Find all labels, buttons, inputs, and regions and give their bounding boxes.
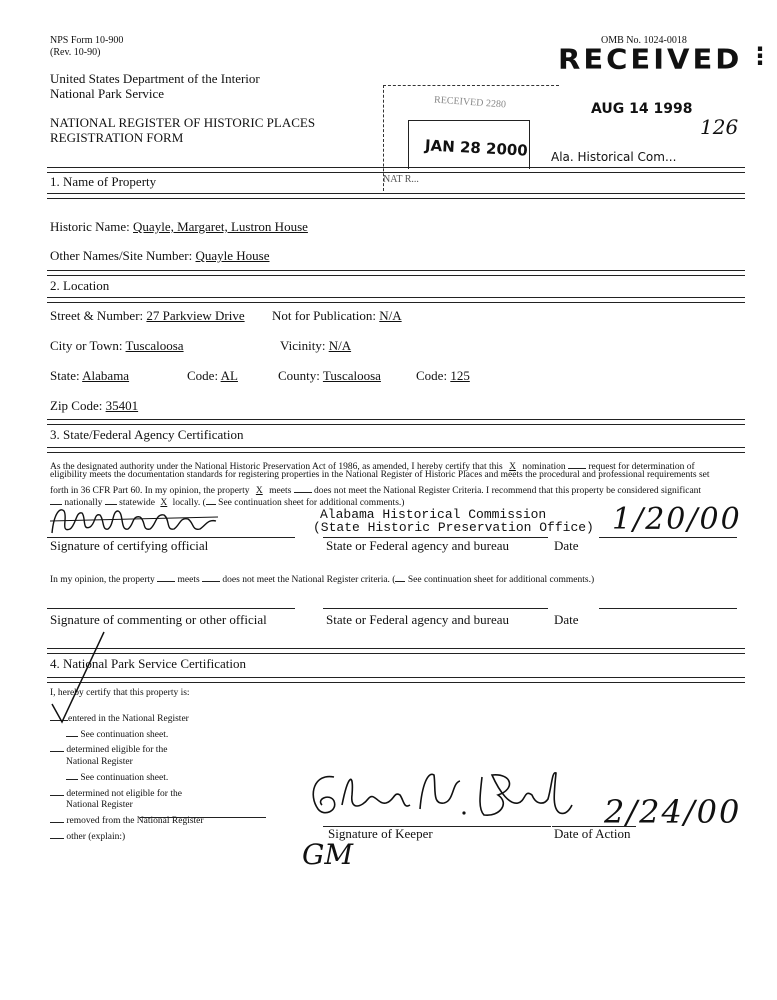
certification-line-2: eligibility meets the documentation standards for registering properties in the National Register of Historic Places and meets the procedural and professional requirements set — [50, 470, 710, 480]
section4-heading: 4. National Park Service Certification — [50, 656, 247, 671]
keeper-signature-label: Signature of Keeper — [328, 826, 433, 841]
option-not-eligible: determined not eligible for the — [50, 785, 204, 801]
section-divider — [47, 297, 745, 303]
date-label: Date — [554, 538, 579, 553]
form-number: NPS Form 10-900 — [50, 35, 124, 46]
certification-line-1: As the designated authority under the National Historic Preservation Act of 1986, as amended, I hereby certify that this X nomination request for determination of — [50, 458, 695, 472]
historic-name-value: Quayle, Margaret, Lustron House — [133, 219, 308, 234]
city-label: City or Town: — [50, 338, 123, 353]
not-for-publication-value: N/A — [379, 308, 402, 323]
section-divider — [47, 447, 745, 453]
section1-heading: 1. Name of Property — [50, 174, 157, 189]
form-title-line1: NATIONAL REGISTER OF HISTORIC PLACES — [50, 115, 316, 130]
other-explain-line — [140, 817, 266, 818]
date-line — [599, 608, 737, 609]
nps-options-list — [50, 710, 204, 843]
city-value: Tuscaloosa — [125, 338, 184, 353]
date-line — [599, 537, 737, 538]
opinion-line: In my opinion, the property meets does not meet the National Register criteria. ( See continuation sheet for additional comments.) — [50, 571, 594, 585]
keeper-signature — [304, 765, 574, 831]
option-continuation-1: See continuation sheet. — [50, 726, 204, 742]
agency-bureau-label: State or Federal agency and bureau — [326, 538, 510, 553]
county-label: County: — [278, 368, 320, 383]
certification-line-4: nationally statewide X locally. ( See continuation sheet for additional comments.) — [50, 494, 404, 508]
option-not-eligible-cont: National Register — [66, 800, 133, 811]
vicinity-label: Vicinity: — [280, 338, 326, 353]
section-divider — [47, 419, 745, 425]
street-value: 27 Parkview Drive — [146, 308, 245, 323]
section-divider — [47, 677, 745, 683]
section2-heading: 2. Location — [50, 278, 110, 293]
option-removed: removed from the National Register — [50, 812, 204, 828]
state-label: State: — [50, 368, 80, 383]
county-code-label: Code: — [416, 368, 448, 383]
historic-name-label: Historic Name: — [50, 219, 130, 234]
certification-date: 1/20/00 — [612, 502, 742, 537]
aug-received-date: AUG 14 1998 — [591, 101, 693, 117]
certifying-signature — [46, 503, 221, 539]
section-divider — [47, 167, 745, 173]
option-entered: entered in the National Register — [50, 710, 204, 726]
agency-bureau-label-2: State or Federal agency and bureau — [326, 612, 510, 627]
form-revision: (Rev. 10-90) — [50, 47, 101, 58]
date-of-action-label: Date of Action — [554, 826, 631, 841]
not-for-publication-label: Not for Publication: — [272, 308, 376, 323]
action-date: 2/24/00 — [604, 793, 742, 831]
omb-number: OMB No. 1024-0018 — [601, 35, 687, 46]
option-continuation-2: See continuation sheet. — [50, 769, 204, 785]
commenting-signature-label: Signature of commenting or other official — [50, 612, 267, 627]
agency-name-line2: (State Historic Preservation Office) — [313, 520, 594, 535]
handwritten-number: 126 — [700, 115, 739, 139]
state-value: Alabama — [82, 368, 130, 383]
stamp-mark: ⋮ — [748, 42, 772, 70]
other-names-label: Other Names/Site Number: — [50, 248, 193, 263]
section-divider — [47, 270, 745, 276]
received-small-stamp: RECEIVED 2280 — [433, 94, 507, 111]
zip-value: 35401 — [105, 398, 139, 413]
county-value: Tuscaloosa — [322, 368, 381, 383]
option-eligible-cont: National Register — [66, 757, 133, 768]
street-label: Street & Number: — [50, 308, 144, 323]
zip-label: Zip Code: — [50, 398, 103, 413]
form-title-line2: REGISTRATION FORM — [50, 130, 184, 145]
other-names-value: Quayle House — [195, 248, 270, 263]
department-name: United States Department of the Interior — [50, 71, 260, 86]
agency-name-line1: Alabama Historical Commission — [320, 507, 547, 522]
vicinity-value: N/A — [328, 338, 352, 353]
option-other: other (explain:) — [50, 828, 204, 844]
county-code-value: 125 — [450, 368, 470, 383]
received-stamp: RECEIVED — [558, 42, 743, 76]
state-code-value: AL — [220, 368, 238, 383]
nat-stamp-text: NAT R... — [383, 174, 419, 185]
section-divider — [47, 648, 745, 654]
certification-line-3: forth in 36 CFR Part 60. In my opinion, the property X meets does not meet the National Register Criteria. I recommend that this property be considered significant — [50, 482, 701, 496]
option-eligible: determined eligible for the — [50, 741, 204, 757]
section-divider — [47, 193, 745, 199]
handwritten-initials: GM — [302, 838, 354, 871]
nps-certify-intro: I, hereby certify that this property is: — [50, 688, 190, 698]
jan-received-date: JAN 28 2000 — [424, 136, 529, 160]
section3-heading: 3. State/Federal Agency Certification — [50, 427, 244, 442]
certifying-signature-label: Signature of certifying official — [50, 538, 209, 553]
checkmark-icon — [50, 630, 110, 725]
service-name: National Park Service — [50, 86, 165, 101]
date-label-2: Date — [554, 612, 579, 627]
signature-line — [47, 608, 295, 609]
ala-historical-stamp: Ala. Historical Com... — [551, 150, 677, 164]
agency-line — [323, 608, 548, 609]
state-code-label: Code: — [187, 368, 219, 383]
